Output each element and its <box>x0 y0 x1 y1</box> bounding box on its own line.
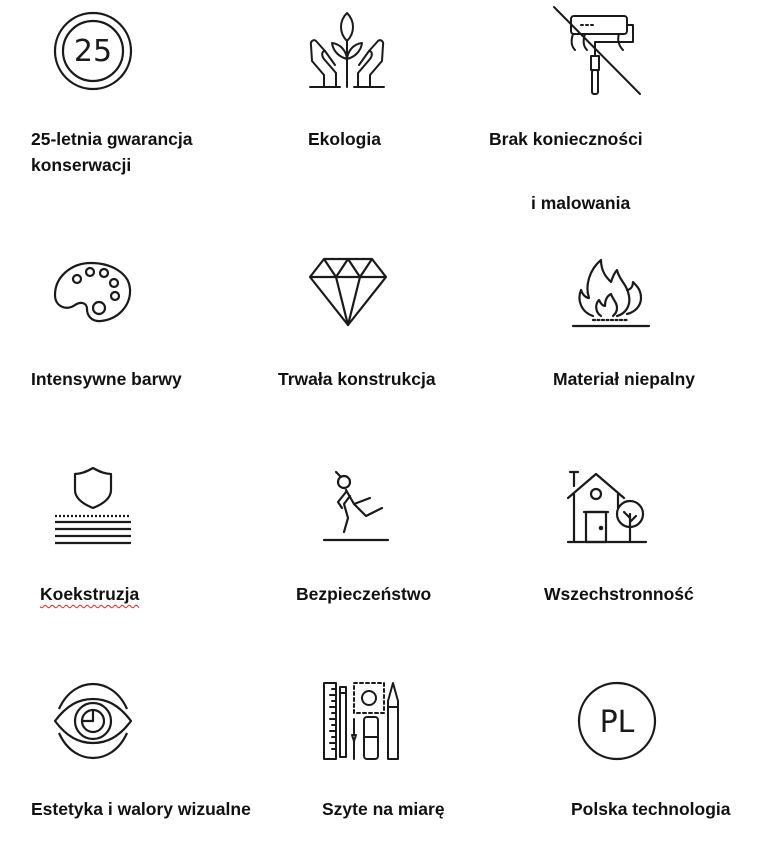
no-paint-roller-icon <box>553 6 641 96</box>
shield-layers-icon <box>53 466 133 546</box>
feature-label-coextrusion <box>40 581 139 607</box>
feature-label-polish-tech: Polska technologia <box>571 799 731 819</box>
feature-label-warranty-line1: 25-letnia gwarancja <box>31 129 193 149</box>
feature-label-no-painting <box>489 126 749 216</box>
badge-25-text: 25 <box>73 34 113 69</box>
pl-badge-text: PL <box>599 705 635 740</box>
feature-label-fireproof: Materiał niepalny <box>553 369 695 389</box>
house-tree-icon <box>566 468 648 544</box>
feature-label-warranty-line2: konserwacji <box>31 155 132 175</box>
badge-25-icon <box>53 11 133 91</box>
feature-label-warranty <box>31 126 261 178</box>
feature-label-coextrusion-text: Koekstruzja <box>40 584 140 604</box>
design-tools-icon <box>322 681 402 761</box>
eye-icon <box>53 681 133 761</box>
feature-label-versatility: Wszechstronność <box>544 584 694 604</box>
feature-label-construction: Trwała konstrukcja <box>278 369 436 389</box>
pl-badge-icon <box>577 681 657 761</box>
feature-label-ecology: Ekologia <box>308 129 381 149</box>
paint-palette-icon <box>53 261 133 323</box>
diamond-icon <box>308 257 388 327</box>
feature-label-colors: Intensywne barwy <box>31 369 182 389</box>
slip-fall-icon <box>322 468 390 542</box>
fire-icon <box>571 254 651 328</box>
feature-label-safety: Bezpieczeństwo <box>296 584 432 604</box>
feature-label-no-painting-line2: i malowania <box>531 193 631 213</box>
feature-label-custom: Szyte na miarę <box>322 799 445 819</box>
feature-label-no-painting-line1: Brak konieczności <box>489 129 643 149</box>
hands-plant-icon <box>306 11 388 91</box>
feature-label-aesthetics: Estetyka i walory wizualne <box>31 799 251 819</box>
